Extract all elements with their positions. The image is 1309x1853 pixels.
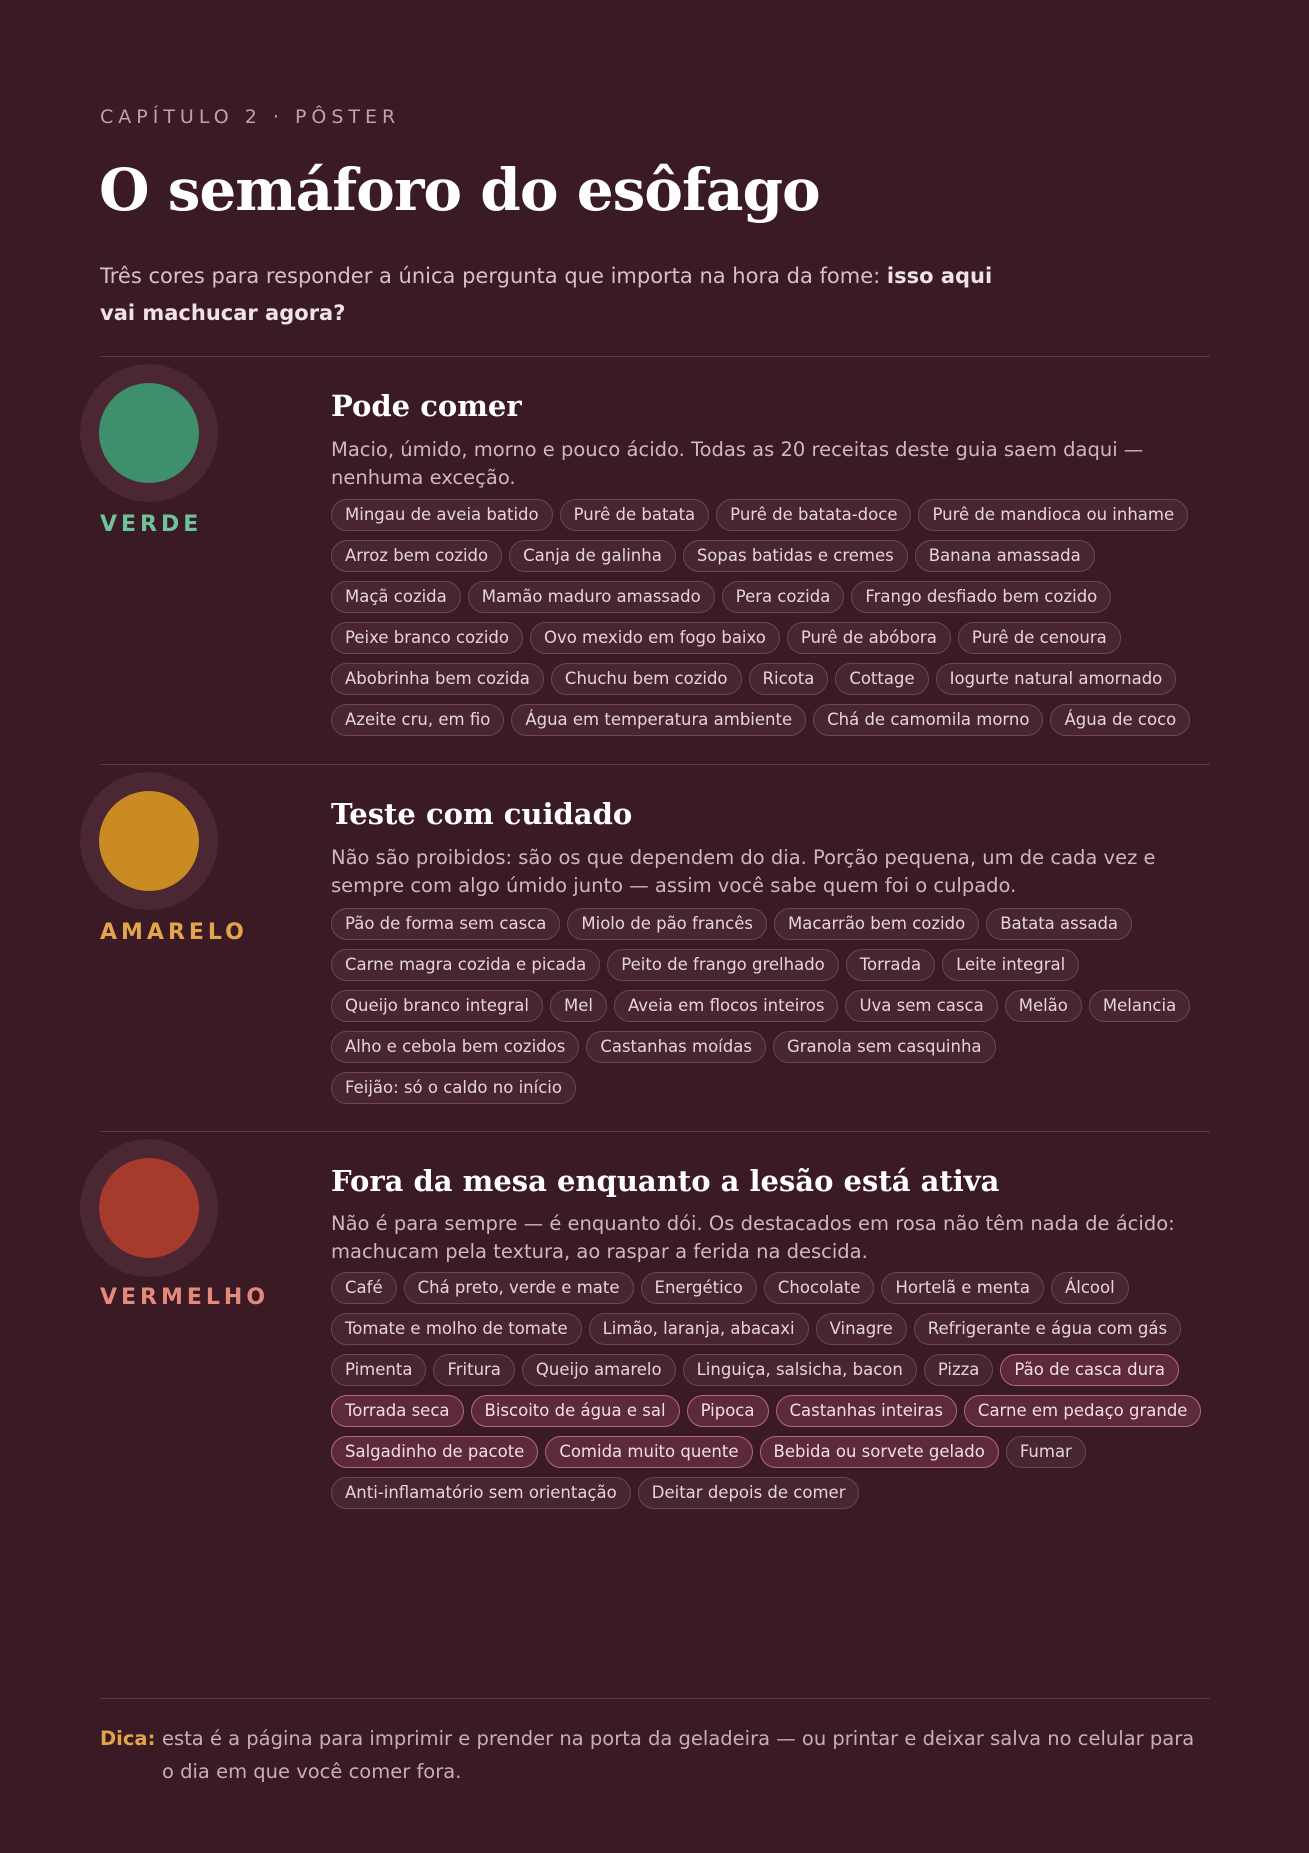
food-chip: Ovo mexido em fogo baixo <box>530 622 780 654</box>
food-chip: Salgadinho de pacote <box>331 1436 538 1468</box>
food-chip: Granola sem casquinha <box>773 1031 996 1063</box>
traffic-light-red <box>80 1139 218 1277</box>
food-chip: Água em temperatura ambiente <box>511 704 806 736</box>
food-chip: Purê de mandioca ou inhame <box>918 499 1188 531</box>
section-description: Não são proibidos: são os que dependem do dia. Porção pequena, um de cada vez e sempre com algo úmido junto — assim você sabe quem foi o culpado. <box>331 846 1156 897</box>
food-chip: Álcool <box>1051 1272 1129 1304</box>
divider <box>100 1698 1210 1699</box>
food-chip: Deitar depois de comer <box>638 1477 860 1509</box>
food-chip: Melão <box>1005 990 1082 1022</box>
food-chip: Sopas batidas e cremes <box>683 540 908 572</box>
food-chip: Bebida ou sorvete gelado <box>760 1436 999 1468</box>
food-chip: Carne em pedaço grande <box>964 1395 1202 1427</box>
food-chip: Pera cozida <box>722 581 845 613</box>
food-chip: Chá preto, verde e mate <box>404 1272 634 1304</box>
food-chip: Anti-inflamatório sem orientação <box>331 1477 631 1509</box>
intro-paragraph <box>100 258 1000 332</box>
section-title: Teste com cuidado <box>331 797 633 831</box>
food-chip: Iogurte natural amornado <box>936 663 1177 695</box>
food-chip: Ricota <box>749 663 829 695</box>
traffic-light-yellow <box>80 772 218 910</box>
food-chip: Peixe branco cozido <box>331 622 523 654</box>
divider <box>100 764 1210 765</box>
food-chip: Maçã cozida <box>331 581 461 613</box>
food-chip: Refrigerante e água com gás <box>914 1313 1181 1345</box>
food-chip: Queijo branco integral <box>331 990 543 1022</box>
food-chip: Azeite cru, em fio <box>331 704 504 736</box>
food-chip: Castanhas inteiras <box>776 1395 957 1427</box>
food-chip: Uva sem casca <box>845 990 997 1022</box>
food-chip: Arroz bem cozido <box>331 540 502 572</box>
food-chip: Café <box>331 1272 397 1304</box>
color-label-red: VERMELHO <box>100 1285 270 1310</box>
food-chip: Leite integral <box>942 949 1079 981</box>
food-chip: Batata assada <box>986 908 1132 940</box>
food-chip: Biscoito de água e sal <box>471 1395 680 1427</box>
page-title: O semáforo do esôfago <box>99 156 820 224</box>
chip-list-green <box>331 499 1211 736</box>
intro-text: Três cores para responder a única pergunta que importa na hora da fome: <box>100 264 887 288</box>
food-chip: Mel <box>550 990 607 1022</box>
color-label-yellow: AMARELO <box>100 920 248 945</box>
food-chip: Pizza <box>924 1354 994 1386</box>
food-chip: Pão de forma sem casca <box>331 908 560 940</box>
food-chip: Vinagre <box>816 1313 907 1345</box>
food-chip: Fritura <box>433 1354 514 1386</box>
food-chip: Pimenta <box>331 1354 426 1386</box>
food-chip: Castanhas moídas <box>586 1031 766 1063</box>
food-chip: Peito de frango grelhado <box>607 949 839 981</box>
food-chip: Chá de camomila morno <box>813 704 1043 736</box>
section-title: Pode comer <box>331 389 522 423</box>
food-chip: Feijão: só o caldo no início <box>331 1072 576 1104</box>
food-chip: Limão, laranja, abacaxi <box>589 1313 809 1345</box>
section-title: Fora da mesa enquanto a lesão está ativa <box>331 1164 1000 1198</box>
food-chip: Chuchu bem cozido <box>551 663 742 695</box>
food-chip: Alho e cebola bem cozidos <box>331 1031 579 1063</box>
yellow-light-icon <box>99 791 199 891</box>
red-light-icon <box>99 1158 199 1258</box>
traffic-light-green <box>80 364 218 502</box>
food-chip: Pipoca <box>687 1395 769 1427</box>
food-chip: Linguiça, salsicha, bacon <box>683 1354 917 1386</box>
food-chip: Tomate e molho de tomate <box>331 1313 582 1345</box>
chip-list-yellow <box>331 908 1211 1104</box>
tip-label: Dica: <box>100 1727 156 1750</box>
food-chip: Torrada seca <box>331 1395 464 1427</box>
tip-text: esta é a página para imprimir e prender na porta da geladeira — ou printar e deixar salva no celular para o dia em que você comer fora. <box>162 1727 1195 1783</box>
food-chip: Mamão maduro amassado <box>468 581 715 613</box>
food-chip: Canja de galinha <box>509 540 676 572</box>
food-chip: Purê de cenoura <box>958 622 1121 654</box>
food-chip: Carne magra cozida e picada <box>331 949 600 981</box>
color-label-green: VERDE <box>100 512 203 537</box>
food-chip: Torrada <box>846 949 935 981</box>
food-chip: Comida muito quente <box>545 1436 752 1468</box>
food-chip: Cottage <box>835 663 928 695</box>
food-chip: Melancia <box>1089 990 1190 1022</box>
food-chip: Pão de casca dura <box>1000 1354 1179 1386</box>
green-light-icon <box>99 383 199 483</box>
food-chip: Purê de batata <box>560 499 710 531</box>
food-chip: Queijo amarelo <box>522 1354 676 1386</box>
food-chip: Macarrão bem cozido <box>774 908 979 940</box>
chip-list-red <box>331 1272 1211 1509</box>
chapter-kicker: CAPÍTULO 2 · PÔSTER <box>100 106 401 128</box>
food-chip: Miolo de pão francês <box>567 908 767 940</box>
food-chip: Fumar <box>1006 1436 1086 1468</box>
section-description: Não é para sempre — é enquanto dói. Os destacados em rosa não têm nada de ácido: machucam pela textura, ao raspar a ferida na descida. <box>331 1212 1175 1263</box>
intro-question: isso aqui vai machucar agora? <box>100 264 993 325</box>
food-chip: Água de coco <box>1050 704 1190 736</box>
food-chip: Mingau de aveia batido <box>331 499 553 531</box>
food-chip: Purê de batata-doce <box>716 499 911 531</box>
food-chip: Chocolate <box>764 1272 875 1304</box>
food-chip: Aveia em flocos inteiros <box>614 990 839 1022</box>
divider <box>100 1131 1210 1132</box>
divider <box>100 356 1210 357</box>
food-chip: Energético <box>641 1272 757 1304</box>
food-chip: Frango desfiado bem cozido <box>851 581 1111 613</box>
section-description: Macio, úmido, morno e pouco ácido. Todas as 20 receitas deste guia saem daqui — nenhuma exceção. <box>331 438 1144 489</box>
food-chip: Banana amassada <box>915 540 1095 572</box>
food-chip: Hortelã e menta <box>881 1272 1044 1304</box>
food-chip: Abobrinha bem cozida <box>331 663 544 695</box>
food-chip: Purê de abóbora <box>787 622 951 654</box>
